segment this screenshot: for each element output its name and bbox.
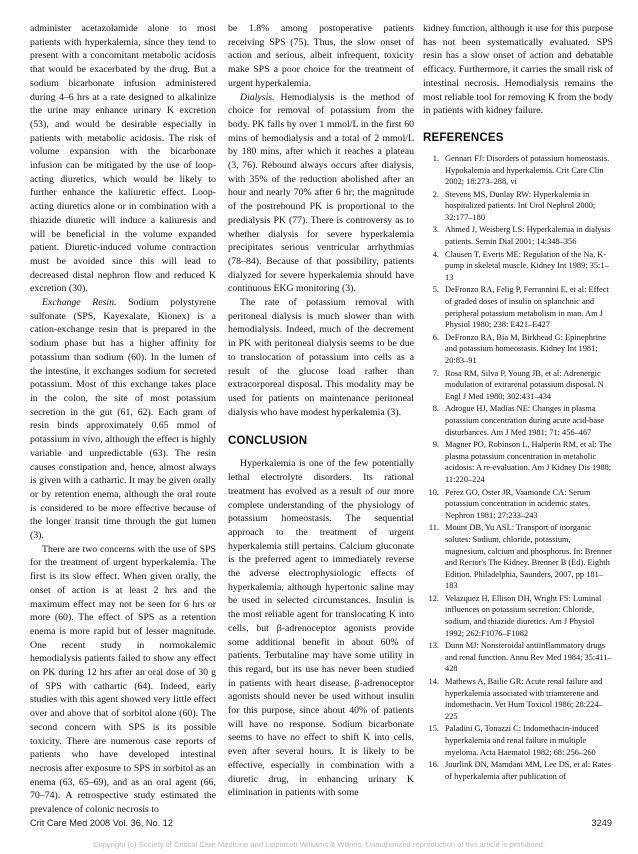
section-lead-dialysis: Dialysis. xyxy=(240,91,275,103)
reference-item: 15. Paladini G, Tonazzi C: Indomethacin-induced hyperkalemia and renal failure in multiple myeloma. Acta Haematol 1982; 68: 256–260 xyxy=(428,724,599,757)
reference-item: 10. Perez GO, Oster JR, Vaamonde CA: Serum potassium concentration in acidemic states. Nephron 1981; 27:233–243 xyxy=(428,487,591,520)
paragraph-text: Sodium polystyrene sulfonate (SPS, Kayexalate, Kionex) is a cation-exchange resin that is prepared in the sodium phase but has a higher affinity for potassium than sodium (60). In the lumen of the intestine, it exchanges sodium for secreted potassium. Most of this exchange takes place in the colon, the site of most potassium secretion in the gut (61, 62). Each gram of resin binds approximately 0.65 mmol of potassium in vivo, although the effect is highly variable and unpredictable (63). The resin causes constipation and, hence, almost always is given with a cathartic. It may be given orally or by retention enema, although the oral route is considered to be more effective because of the longer transit time through the gut lumen (3). xyxy=(30,297,216,542)
reference-item: 16. Juurlink DN, Mamdani MM, Lee DS, et al: Rates of hyperkalemia after publication of xyxy=(428,760,611,781)
column-left xyxy=(30,22,216,817)
paragraph-text: Hemodialysis is the method of choice for removal of potassium from the body. PK falls by over 1 mmol/L in the first 60 mins of hemodialysis and a total of 2 mmol/L by 180 mins, after which it reaches a plateau (3, 76). Rebound always occurs after dialysis, with 35% of the reduction abolished after an hour and nearly 70% after 6 hr; the magnitude of the postrebound PK is proportional to the predialysis PK (77). There is controversy as to whether dialysis for severe hyperkalemia precipitates serious ventricular arrhythmias (78–84). Because of that possibility, patients dialyzed for severe hyperkalemia should have continuous EKG monitoring (3). xyxy=(228,91,414,295)
body-paragraph: kidney function, although it use for this purpose has not been systematically evaluated. SPS resin has a slow onset of action and debatable efficacy. Furthermore, it carries the small risk of intestinal necrosis. Hemodialysis remains the most reliable tool for removing K from the body in patients with kidney failure. xyxy=(423,23,613,117)
body-paragraph: be 1.8% among postoperative patients receiving SPS (75). Thus, the slow onset of action and serious, albeit infrequent, toxicity make SPS a poor choice for the treatment of urgent hyperkalemia. xyxy=(228,23,414,89)
reference-item: 12. Velazquez H, Ellison DH, Wright FS: Luminal influences on potassium secretion: Chloride, sodium, and thiazide diuretics. Am J Physiol 1992; 262:F1076–F1082 xyxy=(428,593,602,638)
references-heading: REFERENCES xyxy=(423,131,504,144)
column-right xyxy=(423,22,613,783)
body-paragraph: The rate of potassium removal with peritoneal dialysis is much slower than with hemodialysis. Indeed, much of the decrement in PK with peritoneal dialysis seems to be due to translocation of potassium into cells as a result of the glucose load rather than extracorporeal disposal. This modality may be used for patients on maintenance peritoneal dialysis who have modest hyperkalemia (3). xyxy=(228,297,414,418)
copyright-notice: Copyright (c) Society of Critical Care Medicine and Lippincott Williams & Wilkins. Unauthorized reproduction of this article is prohibited. xyxy=(92,840,545,849)
journal-citation: Crit Care Med 2008 Vol. 36, No. 12 xyxy=(30,818,173,828)
body-paragraph: administer acetazolamide alone to most patients with hyperkalemia, since they tend to present with a concomitant metabolic acidosis that would be exacerbated by the drug. But a sodium bicarbonate infusion administered during 4–6 hrs at a rate designed to alkalinize the urine may enhance urinary K excretion (53), and would be desirable especially in patients with metabolic acidosis. The risk of volume expansion with the bicarbonate infusion can be mitigated by the use of loop-acting diuretics, which would be likely to further enhance the kaliuretic effect. Loop-acting diuretics alone or in combination with a thiazide diuretic will induce a kaliuresis and will be beneficial in the volume expanded patient. Diuretic-induced volume contraction must be avoided since this will lead to decreased distal nephron flow and reduced K excretion (30). xyxy=(30,23,216,295)
reference-item: 3. Ahmed J, Weisberg LS: Hyperkalemia in dialysis patients. Semin Dial 2001; 14:348–356 xyxy=(432,225,611,247)
reference-item: 4. Clausen T, Everts ME: Regulation of the Na, K-pump in skeletal muscle. Kidney Int 1989; 35:1–13 xyxy=(432,249,609,282)
reference-item: 2. Stevens MS, Dunlay RW: Hyperkalemia in hospitalized patients. Int Urol Nephrol 2000; 32:177–180 xyxy=(432,189,596,222)
body-paragraph xyxy=(30,296,216,543)
reference-item: 13. Dunn MJ: Nonsteroidal antiinflammatory drugs and renal function. Annu Rev Med 1984; 35:411–428 xyxy=(428,641,612,674)
body-paragraph: Hyperkalemia is one of the few potentially lethal electrolyte disorders. Its rational treatment has evolved as a result of our more complete understanding of the physiology of potassium homeostasis. The sequential approach to the treatment of urgent hyperkalemia still pertains. Calcium gluconate is the preferred agent to immediately reverse the adverse electrophysiologic effects of hyperkalemia, although hypertonic saline may be used in selected circumstances. Insulin is the most reliable agent for translocating K into cells, but β-adrenoceptor agonists provide some additional benefit in about 60% of patients. Terbutaline may have some utility in this regard, but its use has never been studied in patients with heart disease. β-adrenoceptor agonists should never be used without insulin for this purpose, since about 40% of patients will have no response. Sodium bicarbonate seems to have no effect to shift K into cells, even after several hours. It is likely to be effective, especially in combination with a diuretic drug, in enhancing urinary K elimination in patients with some xyxy=(228,458,414,799)
body-paragraph: There are two concerns with the use of SPS for the treatment of urgent hyperkalemia. The first is its slow effect. When given orally, the onset of action is at least 2 hrs and the maximum effect may not be seen for 6 hrs or more (60). The effect of SPS as a retention enema is more rapid but of lesser magnitude. One recent study in normokalemic hemodialysis patients failed to show any effect on PK during 12 hrs after an oral dose of 30 g of SPS with cathartic (64). Indeed, early studies with this agent showed very little effect over and above that of sorbitol alone (60). The second concern with SPS is its possible toxicity. There are numerous case reports of patients who have developed intestinal necrosis after exposure to SPS in sorbitol as an enema (63, 65–69), and as an oral agent (66, 70–74). A retrospective study estimated the prevalence of colonic necrosis to xyxy=(30,543,216,816)
reference-item: 8. Adrogue HJ, Madias NE: Changes in plasma potassium concentration during acute acid-base disturbances. Am J Med 1981; 71: 456–467 xyxy=(432,404,605,437)
body-paragraph xyxy=(228,91,414,297)
reference-item: 9. Magner PO, Robinson L, Halperin RM, et al: The plasma potassium concentration in metabolic acidosis: A re-evaluation. Am J Kidney Dis 1988; 11:220–224 xyxy=(432,440,612,484)
reference-item: 14. Mathews A, Bailie GR: Acute renal failure and hyperkalemia associated with triamterene and indomethacin. Vet Hum Toxicol 1986; 28:224–225 xyxy=(428,677,603,721)
column-middle xyxy=(228,22,414,800)
conclusion-heading: CONCLUSION xyxy=(228,435,308,448)
reference-list xyxy=(423,153,613,782)
reference-item: 7. Rosa RM, Silva P, Young JB, et al: Adrenergic modulation of extrarenal potassium disposal. N Engl J Med 1980; 302:431–434 xyxy=(432,368,604,401)
page-number: 3249 xyxy=(591,818,612,828)
reference-item: 11. Mount DB, Yu ASL: Transport of inorganic solutes: Sodium, chloride, potassium, magnesium, calcium and phosphorus. In: Brenner and Rector's The Kidney. Brenner B (Ed). Eighth Edition. Philadelphia, Saunders, 2007, pp 181–183 xyxy=(428,523,612,591)
reference-item: 6. DeFronzo RA, Bia M, Birkhead G: Epinephrine and potassium homeostasis. Kidney Int 1981; 20:83–91 xyxy=(432,332,606,366)
reference-item: 1. Gennari FJ: Disorders of potassium homeostasis. Hypokalemia and hyperkalemia. Crit Care Clin 2002; 18:273–288, vi xyxy=(432,153,610,187)
reference-item: 5. DeFronzo RA, Felig P, Ferrannini E, et al: Effect of graded doses of insulin on splanchnic and peripheral potassium metabolism in man. Am J Physiol 1980; 238: E421–E427 xyxy=(432,285,609,330)
section-lead-exchange-resin: Exchange Resin. xyxy=(42,297,117,309)
